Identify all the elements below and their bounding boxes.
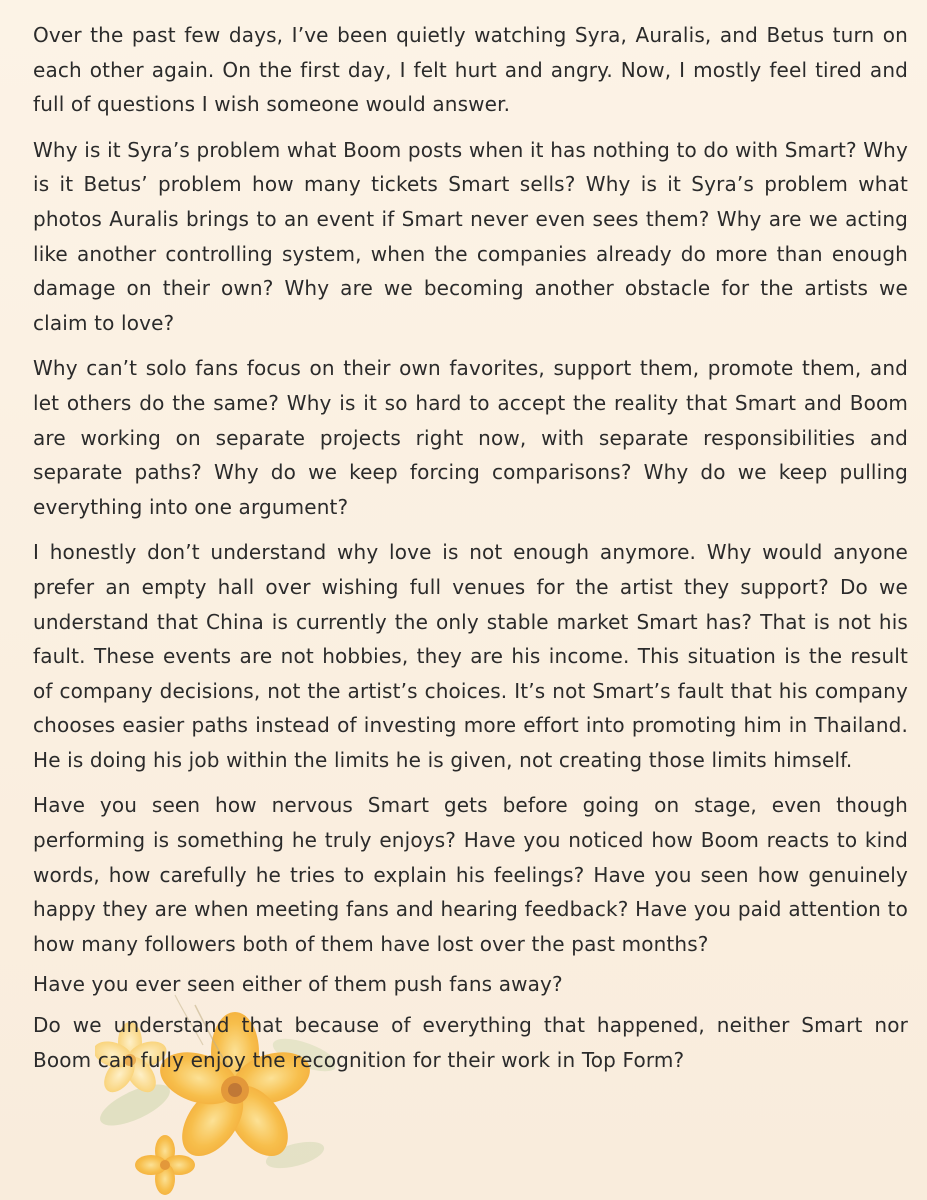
paragraph-4: I honestly don’t understand why love is not enough anymore. Why would anyone prefer an empty hall over wishing full venues for the artist they support? Do we understand that China is currently the only stable market Smart has? That is not his fault. These events are not hobbies, they are his income. This situation is the result of company decisions, not the artist’s choices. It’s not Smart’s fault that his company chooses easier paths instead of investing more effort into promoting him in Thailand. He is doing his job within the limits he is given, not creating those limits himself. — [33, 540, 908, 772]
paragraph-3: Why can’t solo fans focus on their own favorites, support them, promote them, and let others do the same? Why is it so hard to accept the reality that Smart and Boom are working on separate projects right now, with separate responsibilities and separate paths? Why do we keep forcing comparisons? Why do we keep pulling everything into one argument? — [33, 356, 908, 519]
paragraph-1: Over the past few days, I’ve been quietly watching Syra, Auralis, and Betus turn on each other again. On the first day, I felt hurt and angry. Now, I mostly feel tired and full of questions I wish someone would answer. — [33, 23, 908, 117]
document-body — [33, 18, 908, 1088]
paragraph-2: Why is it Syra’s problem what Boom posts when it has nothing to do with Smart? Why is it Betus’ problem how many tickets Smart sells? Why is it Syra’s problem what photos Auralis brings to an event if Smart never even sees them? Why are we acting like another controlling system, when the companies already do more than enough damage on their own? Why are we becoming another obstacle for the artists we claim to love? — [33, 137, 908, 335]
paragraph-5: Have you seen how nervous Smart gets before going on stage, even though performing is something he truly enjoys? Have you noticed how Boom reacts to kind words, how carefully he tries to explain his feelings? Have you seen how genuinely happy they are when meeting fans and hearing feedback? Have you paid attention to how many followers both of them have lost over the past months? — [33, 793, 908, 956]
paragraph-7: Do we understand that because of everything that happened, neither Smart nor Boom can fully enjoy the recognition for their work in Top Form? — [33, 1013, 908, 1072]
paragraph-6: Have you ever seen either of them push fans away? — [33, 972, 563, 997]
